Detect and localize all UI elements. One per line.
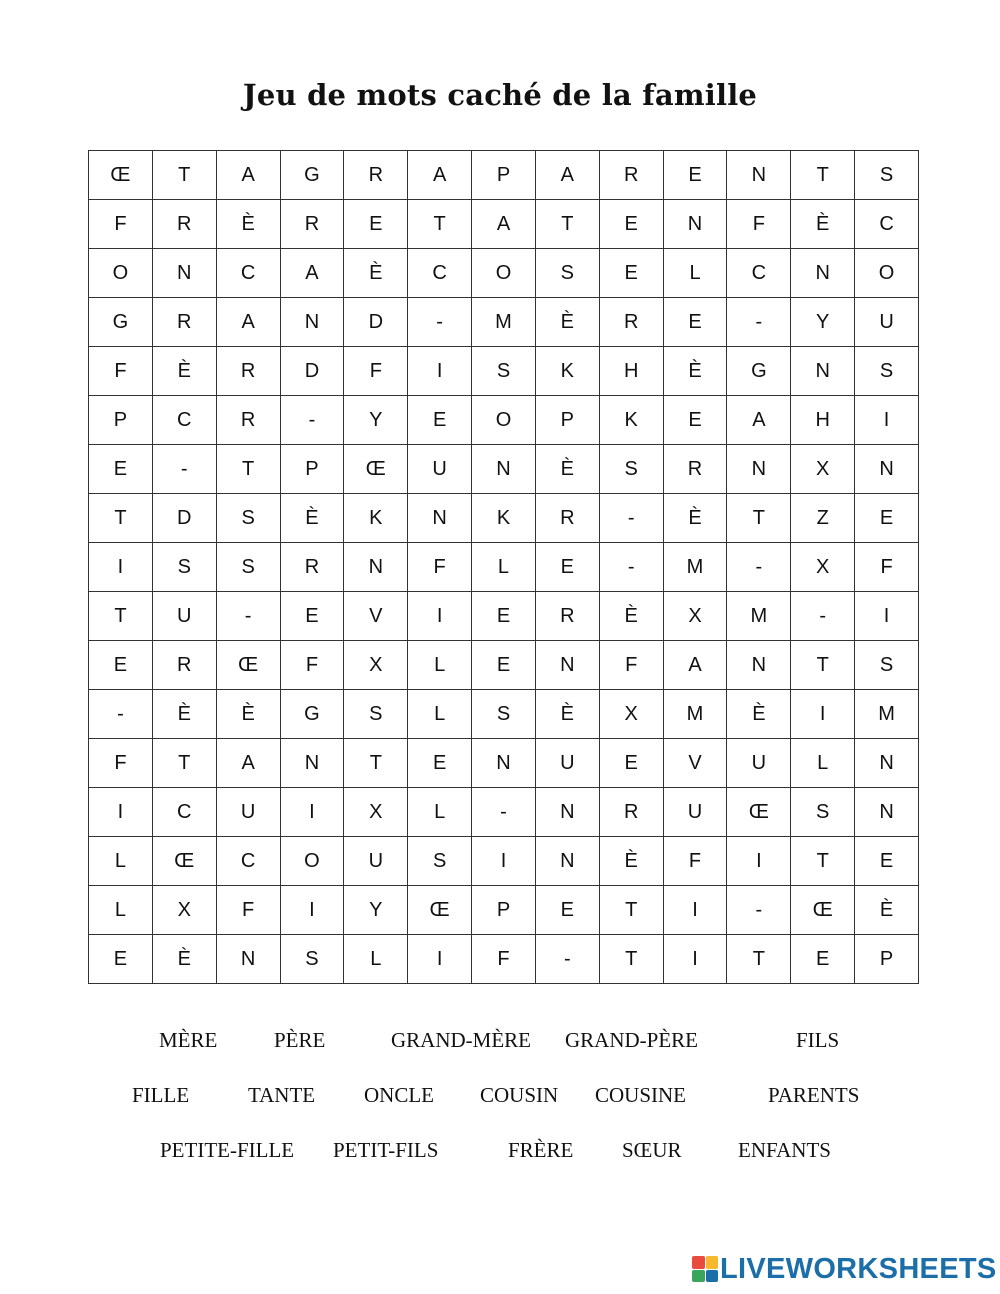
logo-square (692, 1256, 705, 1269)
grid-cell[interactable]: Œ (152, 837, 216, 886)
grid-cell[interactable]: - (472, 788, 536, 837)
word-bank-item: PETITE-FILLE (160, 1138, 295, 1162)
grid-cell[interactable]: È (152, 935, 216, 984)
grid-cell[interactable]: S (599, 445, 663, 494)
grid-cell[interactable]: E (408, 739, 472, 788)
grid-cell[interactable]: S (280, 935, 344, 984)
grid-cell[interactable]: U (663, 788, 727, 837)
word-search-grid (88, 150, 919, 984)
word-bank-item: ENFANTS (738, 1138, 831, 1162)
grid-cell[interactable]: N (216, 935, 280, 984)
grid-cell[interactable]: N (472, 739, 536, 788)
grid-cell[interactable]: R (152, 298, 216, 347)
grid-cell[interactable]: È (727, 690, 791, 739)
grid-cell[interactable]: G (89, 298, 153, 347)
grid-cell[interactable]: S (344, 690, 408, 739)
grid-cell[interactable]: I (663, 935, 727, 984)
grid-cell[interactable]: F (344, 347, 408, 396)
grid-cell[interactable]: O (855, 249, 919, 298)
grid-cell[interactable]: S (472, 347, 536, 396)
grid-cell[interactable]: R (599, 788, 663, 837)
grid-cell[interactable]: E (663, 396, 727, 445)
word-bank-item: FILS (796, 1028, 840, 1052)
grid-cell[interactable]: S (472, 690, 536, 739)
grid-cell[interactable]: I (280, 886, 344, 935)
grid-cell[interactable]: T (727, 494, 791, 543)
grid-cell[interactable]: D (280, 347, 344, 396)
grid-cell[interactable]: L (89, 886, 153, 935)
grid-cell[interactable]: È (599, 837, 663, 886)
grid-row (89, 396, 919, 445)
grid-row (89, 494, 919, 543)
grid-cell[interactable]: N (855, 739, 919, 788)
grid-cell[interactable]: T (152, 739, 216, 788)
grid-cell[interactable]: S (408, 837, 472, 886)
grid-cell[interactable]: T (727, 935, 791, 984)
grid-cell[interactable]: K (599, 396, 663, 445)
grid-cell[interactable]: A (663, 641, 727, 690)
grid-cell[interactable]: T (599, 886, 663, 935)
grid-cell[interactable]: X (344, 641, 408, 690)
grid-cell[interactable]: E (89, 641, 153, 690)
grid-cell[interactable]: I (791, 690, 855, 739)
grid-cell[interactable]: T (791, 837, 855, 886)
grid-cell[interactable]: N (280, 739, 344, 788)
grid-row (89, 592, 919, 641)
grid-row (89, 739, 919, 788)
grid-cell[interactable]: R (535, 592, 599, 641)
grid-cell[interactable]: È (663, 494, 727, 543)
grid-row (89, 837, 919, 886)
grid-cell[interactable]: N (855, 788, 919, 837)
grid-cell[interactable]: I (408, 592, 472, 641)
grid-cell[interactable]: - (89, 690, 153, 739)
grid-cell[interactable]: Œ (791, 886, 855, 935)
grid-cell[interactable]: N (535, 641, 599, 690)
grid-cell[interactable]: È (791, 200, 855, 249)
liveworksheets-logo[interactable] (692, 1252, 997, 1286)
grid-cell[interactable]: R (599, 151, 663, 200)
word-bank-item: COUSINE (595, 1083, 687, 1107)
grid-cell[interactable]: D (344, 298, 408, 347)
grid-cell[interactable]: R (344, 151, 408, 200)
grid-cell[interactable]: F (216, 886, 280, 935)
grid-cell[interactable]: A (216, 298, 280, 347)
grid-cell[interactable]: V (663, 739, 727, 788)
grid-cell[interactable]: È (152, 347, 216, 396)
grid-cell[interactable]: - (599, 543, 663, 592)
grid-cell[interactable]: E (280, 592, 344, 641)
grid-cell[interactable]: P (472, 151, 536, 200)
grid-cell[interactable]: L (408, 690, 472, 739)
grid-cell[interactable]: N (472, 445, 536, 494)
grid-row (89, 151, 919, 200)
grid-cell[interactable]: K (535, 347, 599, 396)
grid-cell[interactable]: - (152, 445, 216, 494)
grid-cell[interactable]: N (280, 298, 344, 347)
word-bank-item: PÈRE (274, 1028, 326, 1052)
word-bank-item: TANTE (248, 1083, 316, 1107)
grid-cell[interactable]: E (855, 494, 919, 543)
word-bank-item: FILLE (132, 1083, 190, 1107)
grid-row (89, 200, 919, 249)
grid-cell[interactable]: N (727, 151, 791, 200)
grid-cell[interactable]: T (535, 200, 599, 249)
grid-cell[interactable]: L (472, 543, 536, 592)
grid-cell[interactable]: E (89, 935, 153, 984)
grid-cell[interactable]: T (89, 494, 153, 543)
grid-cell[interactable]: F (89, 739, 153, 788)
grid-cell[interactable]: F (599, 641, 663, 690)
logo-square (706, 1270, 719, 1283)
grid-cell[interactable]: N (408, 494, 472, 543)
grid-cell[interactable]: I (727, 837, 791, 886)
grid-cell[interactable]: O (472, 249, 536, 298)
grid-cell[interactable]: H (791, 396, 855, 445)
grid-cell[interactable]: E (408, 396, 472, 445)
grid-cell[interactable]: F (89, 347, 153, 396)
grid-cell[interactable]: F (280, 641, 344, 690)
grid-cell[interactable]: È (535, 445, 599, 494)
grid-cell[interactable]: A (280, 249, 344, 298)
grid-cell[interactable]: F (472, 935, 536, 984)
grid-row (89, 690, 919, 739)
grid-cell[interactable]: P (89, 396, 153, 445)
grid-cell[interactable]: V (344, 592, 408, 641)
grid-cell[interactable]: E (472, 592, 536, 641)
grid-cell[interactable]: N (727, 445, 791, 494)
grid-cell[interactable]: R (535, 494, 599, 543)
grid-cell[interactable]: M (727, 592, 791, 641)
grid-cell[interactable]: N (535, 837, 599, 886)
grid-cell[interactable]: E (535, 543, 599, 592)
grid-cell[interactable]: X (791, 543, 855, 592)
grid-cell[interactable]: O (89, 249, 153, 298)
grid-cell[interactable]: R (216, 396, 280, 445)
grid-cell[interactable]: E (535, 886, 599, 935)
grid-cell[interactable]: P (535, 396, 599, 445)
grid-cell[interactable]: È (344, 249, 408, 298)
grid-cell[interactable]: È (535, 298, 599, 347)
grid-row (89, 935, 919, 984)
grid-cell[interactable]: È (152, 690, 216, 739)
grid-cell[interactable]: A (216, 151, 280, 200)
grid-row (89, 886, 919, 935)
grid-cell[interactable]: E (344, 200, 408, 249)
grid-cell[interactable]: S (152, 543, 216, 592)
grid-cell[interactable]: E (791, 935, 855, 984)
logo-square (706, 1256, 719, 1269)
grid-cell[interactable]: T (791, 151, 855, 200)
grid-cell[interactable]: L (408, 788, 472, 837)
grid-cell[interactable]: T (216, 445, 280, 494)
grid-row (89, 347, 919, 396)
grid-cell[interactable]: È (216, 690, 280, 739)
grid-cell[interactable]: I (472, 837, 536, 886)
grid-cell[interactable]: C (408, 249, 472, 298)
grid-cell[interactable]: U (216, 788, 280, 837)
grid-cell[interactable]: - (727, 886, 791, 935)
grid-cell[interactable]: H (599, 347, 663, 396)
grid-cell[interactable]: N (152, 249, 216, 298)
grid-cell[interactable]: È (280, 494, 344, 543)
grid-cell[interactable]: T (408, 200, 472, 249)
grid-cell[interactable]: X (663, 592, 727, 641)
grid-cell[interactable]: C (152, 788, 216, 837)
grid-cell[interactable]: Œ (727, 788, 791, 837)
grid-cell[interactable]: K (344, 494, 408, 543)
grid-cell[interactable]: - (727, 298, 791, 347)
grid-cell[interactable]: N (663, 200, 727, 249)
grid-cell[interactable]: Œ (89, 151, 153, 200)
grid-cell[interactable]: F (408, 543, 472, 592)
grid-cell[interactable]: S (855, 151, 919, 200)
word-bank-item: GRAND-MÈRE (391, 1028, 531, 1052)
word-bank-item: PARENTS (768, 1083, 860, 1107)
grid-cell[interactable]: Y (344, 396, 408, 445)
grid-cell[interactable]: P (280, 445, 344, 494)
grid-cell[interactable]: E (599, 249, 663, 298)
grid-cell[interactable]: Œ (344, 445, 408, 494)
word-bank-item: SŒUR (622, 1138, 682, 1162)
grid-cell[interactable]: I (89, 788, 153, 837)
grid-cell[interactable]: - (727, 543, 791, 592)
grid-cell[interactable]: L (663, 249, 727, 298)
grid-cell[interactable]: M (663, 543, 727, 592)
grid-cell[interactable]: T (599, 935, 663, 984)
grid-cell[interactable]: È (599, 592, 663, 641)
grid-cell[interactable]: A (535, 151, 599, 200)
grid-cell[interactable]: G (727, 347, 791, 396)
grid-cell[interactable]: A (472, 200, 536, 249)
grid-cell[interactable]: T (152, 151, 216, 200)
grid-cell[interactable]: R (280, 200, 344, 249)
grid-cell[interactable]: C (855, 200, 919, 249)
grid-cell[interactable]: L (408, 641, 472, 690)
grid-cell[interactable]: R (152, 200, 216, 249)
word-bank-item: ONCLE (364, 1083, 434, 1107)
grid-row (89, 445, 919, 494)
grid-cell[interactable]: A (216, 739, 280, 788)
grid-cell[interactable]: X (791, 445, 855, 494)
grid-cell[interactable]: P (855, 935, 919, 984)
grid-cell[interactable]: C (216, 837, 280, 886)
grid-cell[interactable]: E (663, 151, 727, 200)
word-bank-item: COUSIN (480, 1083, 559, 1107)
grid-cell[interactable]: - (216, 592, 280, 641)
grid-row (89, 788, 919, 837)
grid-cell[interactable]: O (280, 837, 344, 886)
grid-cell[interactable]: N (727, 641, 791, 690)
grid-row (89, 543, 919, 592)
grid-cell[interactable]: D (152, 494, 216, 543)
grid-cell[interactable]: I (663, 886, 727, 935)
grid-cell[interactable]: S (216, 543, 280, 592)
grid-cell[interactable]: Y (791, 298, 855, 347)
grid-cell[interactable]: N (791, 347, 855, 396)
grid-cell[interactable]: M (663, 690, 727, 739)
grid-cell[interactable]: N (855, 445, 919, 494)
grid-cell[interactable]: R (152, 641, 216, 690)
grid-cell[interactable]: I (855, 396, 919, 445)
grid-cell[interactable]: - (791, 592, 855, 641)
grid-cell[interactable]: Y (344, 886, 408, 935)
grid-cell[interactable]: E (472, 641, 536, 690)
grid-row (89, 298, 919, 347)
grid-cell[interactable]: U (408, 445, 472, 494)
grid-cell[interactable]: L (89, 837, 153, 886)
logo-text: LIVEWORKSHEETS (720, 1252, 997, 1285)
grid-cell[interactable]: R (280, 543, 344, 592)
grid-cell[interactable]: F (663, 837, 727, 886)
grid-cell[interactable]: L (344, 935, 408, 984)
grid-cell[interactable]: N (791, 249, 855, 298)
grid-cell[interactable]: X (344, 788, 408, 837)
word-bank-item: FRÈRE (508, 1138, 574, 1162)
grid-cell[interactable]: S (791, 788, 855, 837)
grid-cell[interactable]: E (855, 837, 919, 886)
grid-cell[interactable]: R (216, 347, 280, 396)
grid-cell[interactable]: U (535, 739, 599, 788)
grid-cell[interactable]: T (344, 739, 408, 788)
grid-cell[interactable]: E (663, 298, 727, 347)
word-bank-item: MÈRE (159, 1028, 218, 1052)
grid-cell[interactable]: U (152, 592, 216, 641)
grid-cell[interactable]: I (408, 935, 472, 984)
grid-cell[interactable]: F (89, 200, 153, 249)
grid-cell[interactable]: S (216, 494, 280, 543)
grid-cell[interactable]: I (280, 788, 344, 837)
grid-cell[interactable]: A (408, 151, 472, 200)
grid-cell[interactable]: T (89, 592, 153, 641)
grid-cell[interactable]: U (344, 837, 408, 886)
grid-cell[interactable]: X (599, 690, 663, 739)
word-bank-item: PETIT-FILS (333, 1138, 439, 1162)
grid-cell[interactable]: F (727, 200, 791, 249)
grid-row (89, 249, 919, 298)
grid-cell[interactable]: È (855, 886, 919, 935)
grid-cell[interactable]: C (727, 249, 791, 298)
grid-cell[interactable]: G (280, 151, 344, 200)
grid-cell[interactable]: C (216, 249, 280, 298)
grid-cell[interactable]: È (663, 347, 727, 396)
grid-cell[interactable]: È (535, 690, 599, 739)
grid-cell[interactable]: R (599, 298, 663, 347)
grid-cell[interactable]: U (855, 298, 919, 347)
grid-cell[interactable]: N (344, 543, 408, 592)
grid-cell[interactable]: - (408, 298, 472, 347)
grid-cell[interactable]: G (280, 690, 344, 739)
grid-cell[interactable]: M (855, 690, 919, 739)
grid-cell[interactable]: T (791, 641, 855, 690)
grid-cell[interactable]: F (855, 543, 919, 592)
grid-cell[interactable]: A (727, 396, 791, 445)
grid-cell[interactable]: E (599, 200, 663, 249)
grid-cell[interactable]: Œ (408, 886, 472, 935)
grid-cell[interactable]: S (855, 641, 919, 690)
grid-cell[interactable]: L (791, 739, 855, 788)
grid-cell[interactable]: U (727, 739, 791, 788)
grid-cell[interactable]: N (535, 788, 599, 837)
grid-cell[interactable]: È (216, 200, 280, 249)
grid-cell[interactable]: M (472, 298, 536, 347)
grid-cell[interactable]: X (152, 886, 216, 935)
logo-icon (692, 1256, 718, 1282)
grid-cell[interactable]: E (599, 739, 663, 788)
grid-cell[interactable]: - (535, 935, 599, 984)
grid-cell[interactable]: - (599, 494, 663, 543)
grid-cell[interactable]: K (472, 494, 536, 543)
grid-cell[interactable]: I (89, 543, 153, 592)
grid-row (89, 641, 919, 690)
grid-cell[interactable]: S (535, 249, 599, 298)
grid-cell[interactable]: S (855, 347, 919, 396)
page-title: Jeu de mots caché de la famille (242, 78, 758, 112)
grid-cell[interactable]: Œ (216, 641, 280, 690)
grid-cell[interactable]: Z (791, 494, 855, 543)
grid-cell[interactable]: O (472, 396, 536, 445)
grid-cell[interactable]: P (472, 886, 536, 935)
word-bank-item: GRAND-PÈRE (565, 1028, 699, 1052)
grid-cell[interactable]: E (89, 445, 153, 494)
grid-cell[interactable]: I (855, 592, 919, 641)
grid-cell[interactable]: - (280, 396, 344, 445)
grid-cell[interactable]: I (408, 347, 472, 396)
grid-cell[interactable]: R (663, 445, 727, 494)
logo-square (692, 1270, 705, 1283)
grid-cell[interactable]: C (152, 396, 216, 445)
